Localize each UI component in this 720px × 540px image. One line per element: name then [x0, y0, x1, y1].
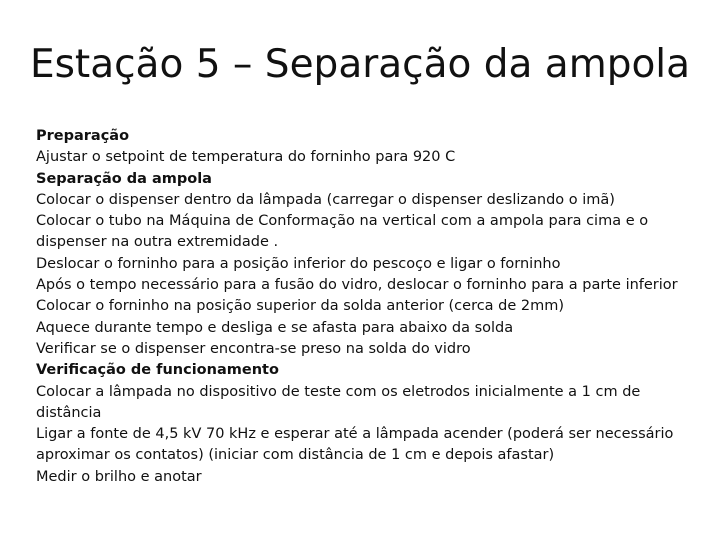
body-line: Verificar se o dispenser encontra-se preso na solda do vidro — [36, 340, 471, 357]
body-line: Colocar a lâmpada no dispositivo de teste com os eletrodos inicialmente a 1 cm de distância — [36, 383, 641, 421]
body-line: Após o tempo necessário para a fusão do vidro, deslocar o forninho para a parte inferior — [36, 277, 678, 294]
section-heading-preparacao: Preparação — [36, 128, 130, 144]
body-line: Aquece durante tempo e desliga e se afasta para abaixo da solda — [36, 319, 514, 336]
slide-body — [36, 126, 686, 488]
body-line: Ligar a fonte de 4,5 kV 70 kHz e esperar até a lâmpada acender (poderá ser necessário aproximar os contatos) (iniciar com distância de 1 cm e depois afastar) — [36, 426, 674, 464]
body-line: Colocar o dispenser dentro da lâmpada (carregar o dispenser deslizando o imã) — [36, 191, 615, 208]
section-heading-verificacao: Verificação de funcionamento — [36, 362, 279, 379]
section-heading-separacao: Separação da ampola — [36, 170, 212, 187]
body-line: Deslocar o forninho para a posição inferior do pescoço e ligar o forninho — [36, 255, 561, 272]
slide-title: Estação 5 – Separação da ampola — [29, 42, 691, 87]
body-line: Medir o brilho e anotar — [36, 468, 202, 485]
body-line: Ajustar o setpoint de temperatura do forninho para 920 C — [36, 149, 456, 166]
body-line: Colocar o tubo na Máquina de Conformação na vertical com a ampola para cima e o dispenser na outra extremidade . — [36, 213, 649, 251]
body-line: Colocar o forninho na posição superior da solda anterior (cerca de 2mm) — [36, 298, 565, 315]
